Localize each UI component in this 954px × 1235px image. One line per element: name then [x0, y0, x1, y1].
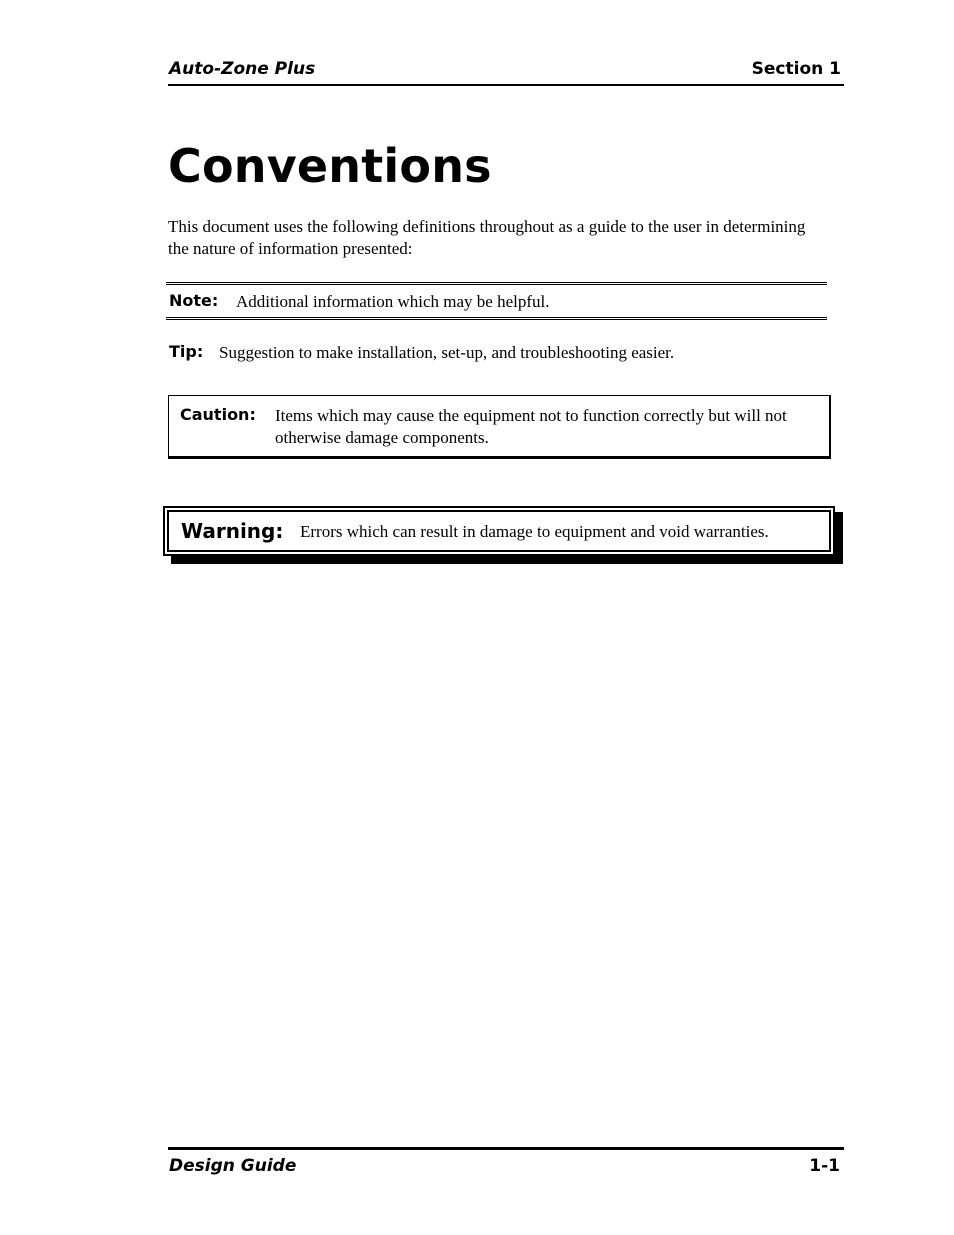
footer-page-number: 1-1: [809, 1156, 840, 1176]
note-label: Note:: [169, 291, 219, 310]
page-title: Conventions: [168, 139, 492, 193]
footer-document-type: Design Guide: [169, 1156, 297, 1176]
warning-label: Warning:: [181, 519, 284, 543]
header-document-title: Auto-Zone Plus: [169, 59, 316, 79]
caution-callout: [168, 395, 831, 459]
caution-label: Caution:: [180, 405, 256, 424]
page-header: [168, 58, 844, 86]
intro-paragraph: This document uses the following definitions throughout as a guide to the user in determining the nature of information presented:: [168, 217, 806, 258]
warning-text: Errors which can result in damage to equipment and void warranties.: [300, 522, 769, 541]
note-callout: [166, 282, 827, 320]
tip-label: Tip:: [169, 342, 204, 361]
warning-callout: [163, 506, 835, 556]
note-text: Additional information which may be helpful.: [236, 292, 550, 311]
warning-callout-inner-frame: [167, 510, 831, 552]
caution-text: Items which may cause the equipment not to function correctly but will not otherwise damage components.: [275, 406, 787, 447]
tip-text: Suggestion to make installation, set-up, and troubleshooting easier.: [219, 343, 675, 362]
header-section-label: Section 1: [751, 59, 841, 79]
page-footer: [168, 1147, 844, 1182]
